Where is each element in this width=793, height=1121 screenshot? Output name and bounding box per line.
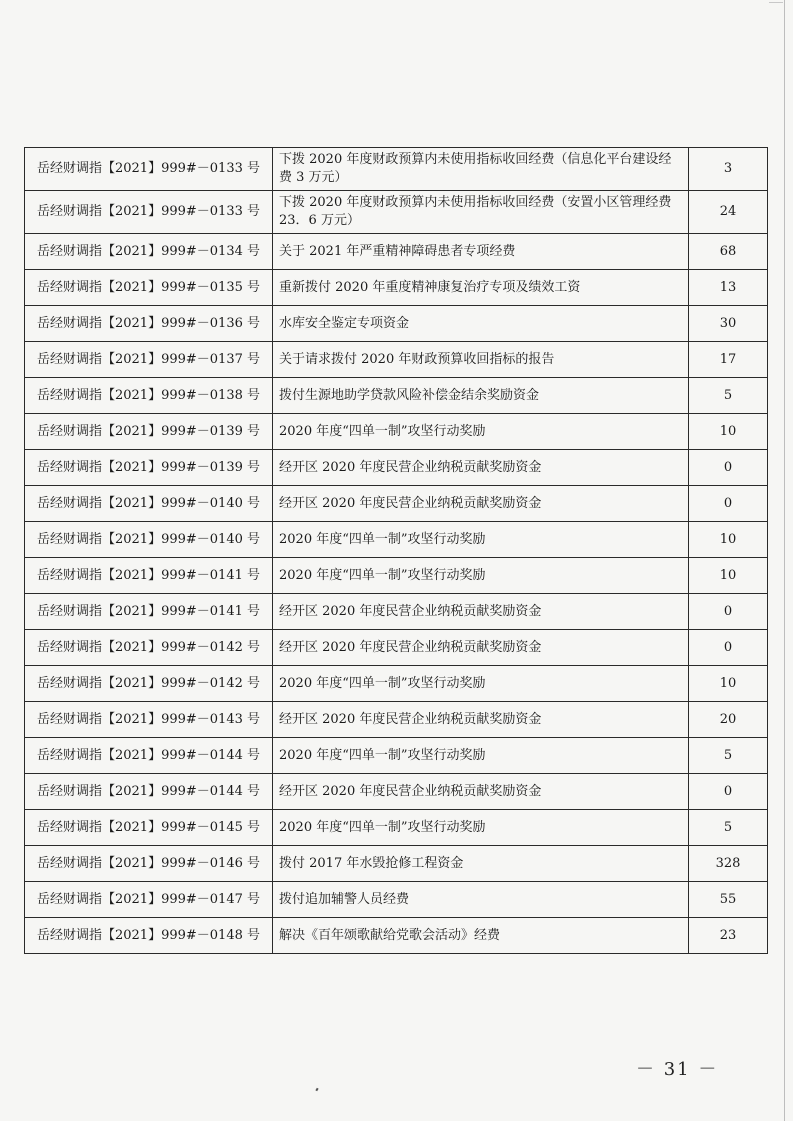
description-cell: 关于 2021 年严重精神障碍患者专项经费 — [273, 234, 689, 270]
amount-cell: 3 — [689, 148, 768, 191]
table-body — [25, 148, 768, 954]
table-row — [25, 810, 768, 846]
description-cell: 水库安全鉴定专项资金 — [273, 306, 689, 342]
amount-cell: 10 — [689, 558, 768, 594]
amount-cell: 5 — [689, 378, 768, 414]
table-row — [25, 306, 768, 342]
document-number-cell: 岳经财调指【2021】999#－0134 号 — [25, 234, 273, 270]
description-cell: 2020 年度“四单一制”攻坚行动奖励 — [273, 414, 689, 450]
document-number-cell: 岳经财调指【2021】999#－0137 号 — [25, 342, 273, 378]
table-row — [25, 342, 768, 378]
document-number-cell: 岳经财调指【2021】999#－0148 号 — [25, 918, 273, 954]
document-number-cell: 岳经财调指【2021】999#－0133 号 — [25, 148, 273, 191]
document-number-cell: 岳经财调指【2021】999#－0139 号 — [25, 450, 273, 486]
table-row — [25, 774, 768, 810]
table-row — [25, 234, 768, 270]
description-cell: 经开区 2020 年度民营企业纳税贡献奖励资金 — [273, 702, 689, 738]
amount-cell: 0 — [689, 630, 768, 666]
page-number: － 31 － — [636, 1059, 719, 1080]
description-cell: 2020 年度“四单一制”攻坚行动奖励 — [273, 558, 689, 594]
amount-cell: 0 — [689, 450, 768, 486]
document-number-cell: 岳经财调指【2021】999#－0143 号 — [25, 702, 273, 738]
amount-cell: 5 — [689, 810, 768, 846]
table-row — [25, 918, 768, 954]
table-row — [25, 594, 768, 630]
amount-cell: 20 — [689, 702, 768, 738]
document-number-cell: 岳经财调指【2021】999#－0145 号 — [25, 810, 273, 846]
description-cell: 解决《百年颂歌献给党歌会活动》经费 — [273, 918, 689, 954]
document-number-cell: 岳经财调指【2021】999#－0135 号 — [25, 270, 273, 306]
description-cell: 经开区 2020 年度民营企业纳税贡献奖励资金 — [273, 774, 689, 810]
description-cell: 下拨 2020 年度财政预算内未使用指标收回经费（安置小区管理经费 23．6 万元） — [273, 191, 689, 234]
table-row — [25, 558, 768, 594]
document-number-cell: 岳经财调指【2021】999#－0144 号 — [25, 774, 273, 810]
document-number-cell: 岳经财调指【2021】999#－0141 号 — [25, 594, 273, 630]
amount-cell: 328 — [689, 846, 768, 882]
fund-allocation-table — [24, 147, 768, 954]
amount-cell: 55 — [689, 882, 768, 918]
document-number-cell: 岳经财调指【2021】999#－0133 号 — [25, 191, 273, 234]
table-row — [25, 738, 768, 774]
table-row — [25, 846, 768, 882]
document-number-cell: 岳经财调指【2021】999#－0147 号 — [25, 882, 273, 918]
document-number-cell: 岳经财调指【2021】999#－0144 号 — [25, 738, 273, 774]
document-number-cell: 岳经财调指【2021】999#－0136 号 — [25, 306, 273, 342]
description-cell: 重新拨付 2020 年重度精神康复治疗专项及绩效工资 — [273, 270, 689, 306]
description-cell: 2020 年度“四单一制”攻坚行动奖励 — [273, 810, 689, 846]
amount-cell: 0 — [689, 774, 768, 810]
description-cell: 经开区 2020 年度民营企业纳税贡献奖励资金 — [273, 630, 689, 666]
document-number-cell: 岳经财调指【2021】999#－0139 号 — [25, 414, 273, 450]
document-number-cell: 岳经财调指【2021】999#－0140 号 — [25, 522, 273, 558]
table-row — [25, 486, 768, 522]
description-cell: 下拨 2020 年度财政预算内未使用指标收回经费（信息化平台建设经费 3 万元） — [273, 148, 689, 191]
table-row — [25, 148, 768, 191]
table-row — [25, 270, 768, 306]
description-cell: 关于请求拨付 2020 年财政预算收回指标的报告 — [273, 342, 689, 378]
description-cell: 2020 年度“四单一制”攻坚行动奖励 — [273, 522, 689, 558]
amount-cell: 10 — [689, 414, 768, 450]
amount-cell: 0 — [689, 486, 768, 522]
scan-speck — [315, 1088, 318, 1092]
table-row — [25, 450, 768, 486]
table-row — [25, 666, 768, 702]
amount-cell: 24 — [689, 191, 768, 234]
description-cell: 经开区 2020 年度民营企业纳税贡献奖励资金 — [273, 594, 689, 630]
table-row — [25, 522, 768, 558]
amount-cell: 68 — [689, 234, 768, 270]
amount-cell: 10 — [689, 666, 768, 702]
amount-cell: 17 — [689, 342, 768, 378]
table-row — [25, 378, 768, 414]
table-row — [25, 191, 768, 234]
scan-corner-mark — [769, 2, 783, 13]
document-number-cell: 岳经财调指【2021】999#－0142 号 — [25, 666, 273, 702]
amount-cell: 10 — [689, 522, 768, 558]
description-cell: 2020 年度“四单一制”攻坚行动奖励 — [273, 666, 689, 702]
table-row — [25, 630, 768, 666]
description-cell: 拨付 2017 年水毁抢修工程资金 — [273, 846, 689, 882]
description-cell: 经开区 2020 年度民营企业纳税贡献奖励资金 — [273, 450, 689, 486]
document-number-cell: 岳经财调指【2021】999#－0142 号 — [25, 630, 273, 666]
amount-cell: 0 — [689, 594, 768, 630]
table-row — [25, 882, 768, 918]
amount-cell: 5 — [689, 738, 768, 774]
amount-cell: 23 — [689, 918, 768, 954]
document-number-cell: 岳经财调指【2021】999#－0146 号 — [25, 846, 273, 882]
document-number-cell: 岳经财调指【2021】999#－0140 号 — [25, 486, 273, 522]
amount-cell: 30 — [689, 306, 768, 342]
page-edge-line — [784, 0, 785, 1121]
description-cell: 拨付生源地助学贷款风险补偿金结余奖励资金 — [273, 378, 689, 414]
amount-cell: 13 — [689, 270, 768, 306]
description-cell: 拨付追加辅警人员经费 — [273, 882, 689, 918]
document-number-cell: 岳经财调指【2021】999#－0138 号 — [25, 378, 273, 414]
description-cell: 2020 年度“四单一制”攻坚行动奖励 — [273, 738, 689, 774]
description-cell: 经开区 2020 年度民营企业纳税贡献奖励资金 — [273, 486, 689, 522]
document-number-cell: 岳经财调指【2021】999#－0141 号 — [25, 558, 273, 594]
table-row — [25, 414, 768, 450]
table-row — [25, 702, 768, 738]
